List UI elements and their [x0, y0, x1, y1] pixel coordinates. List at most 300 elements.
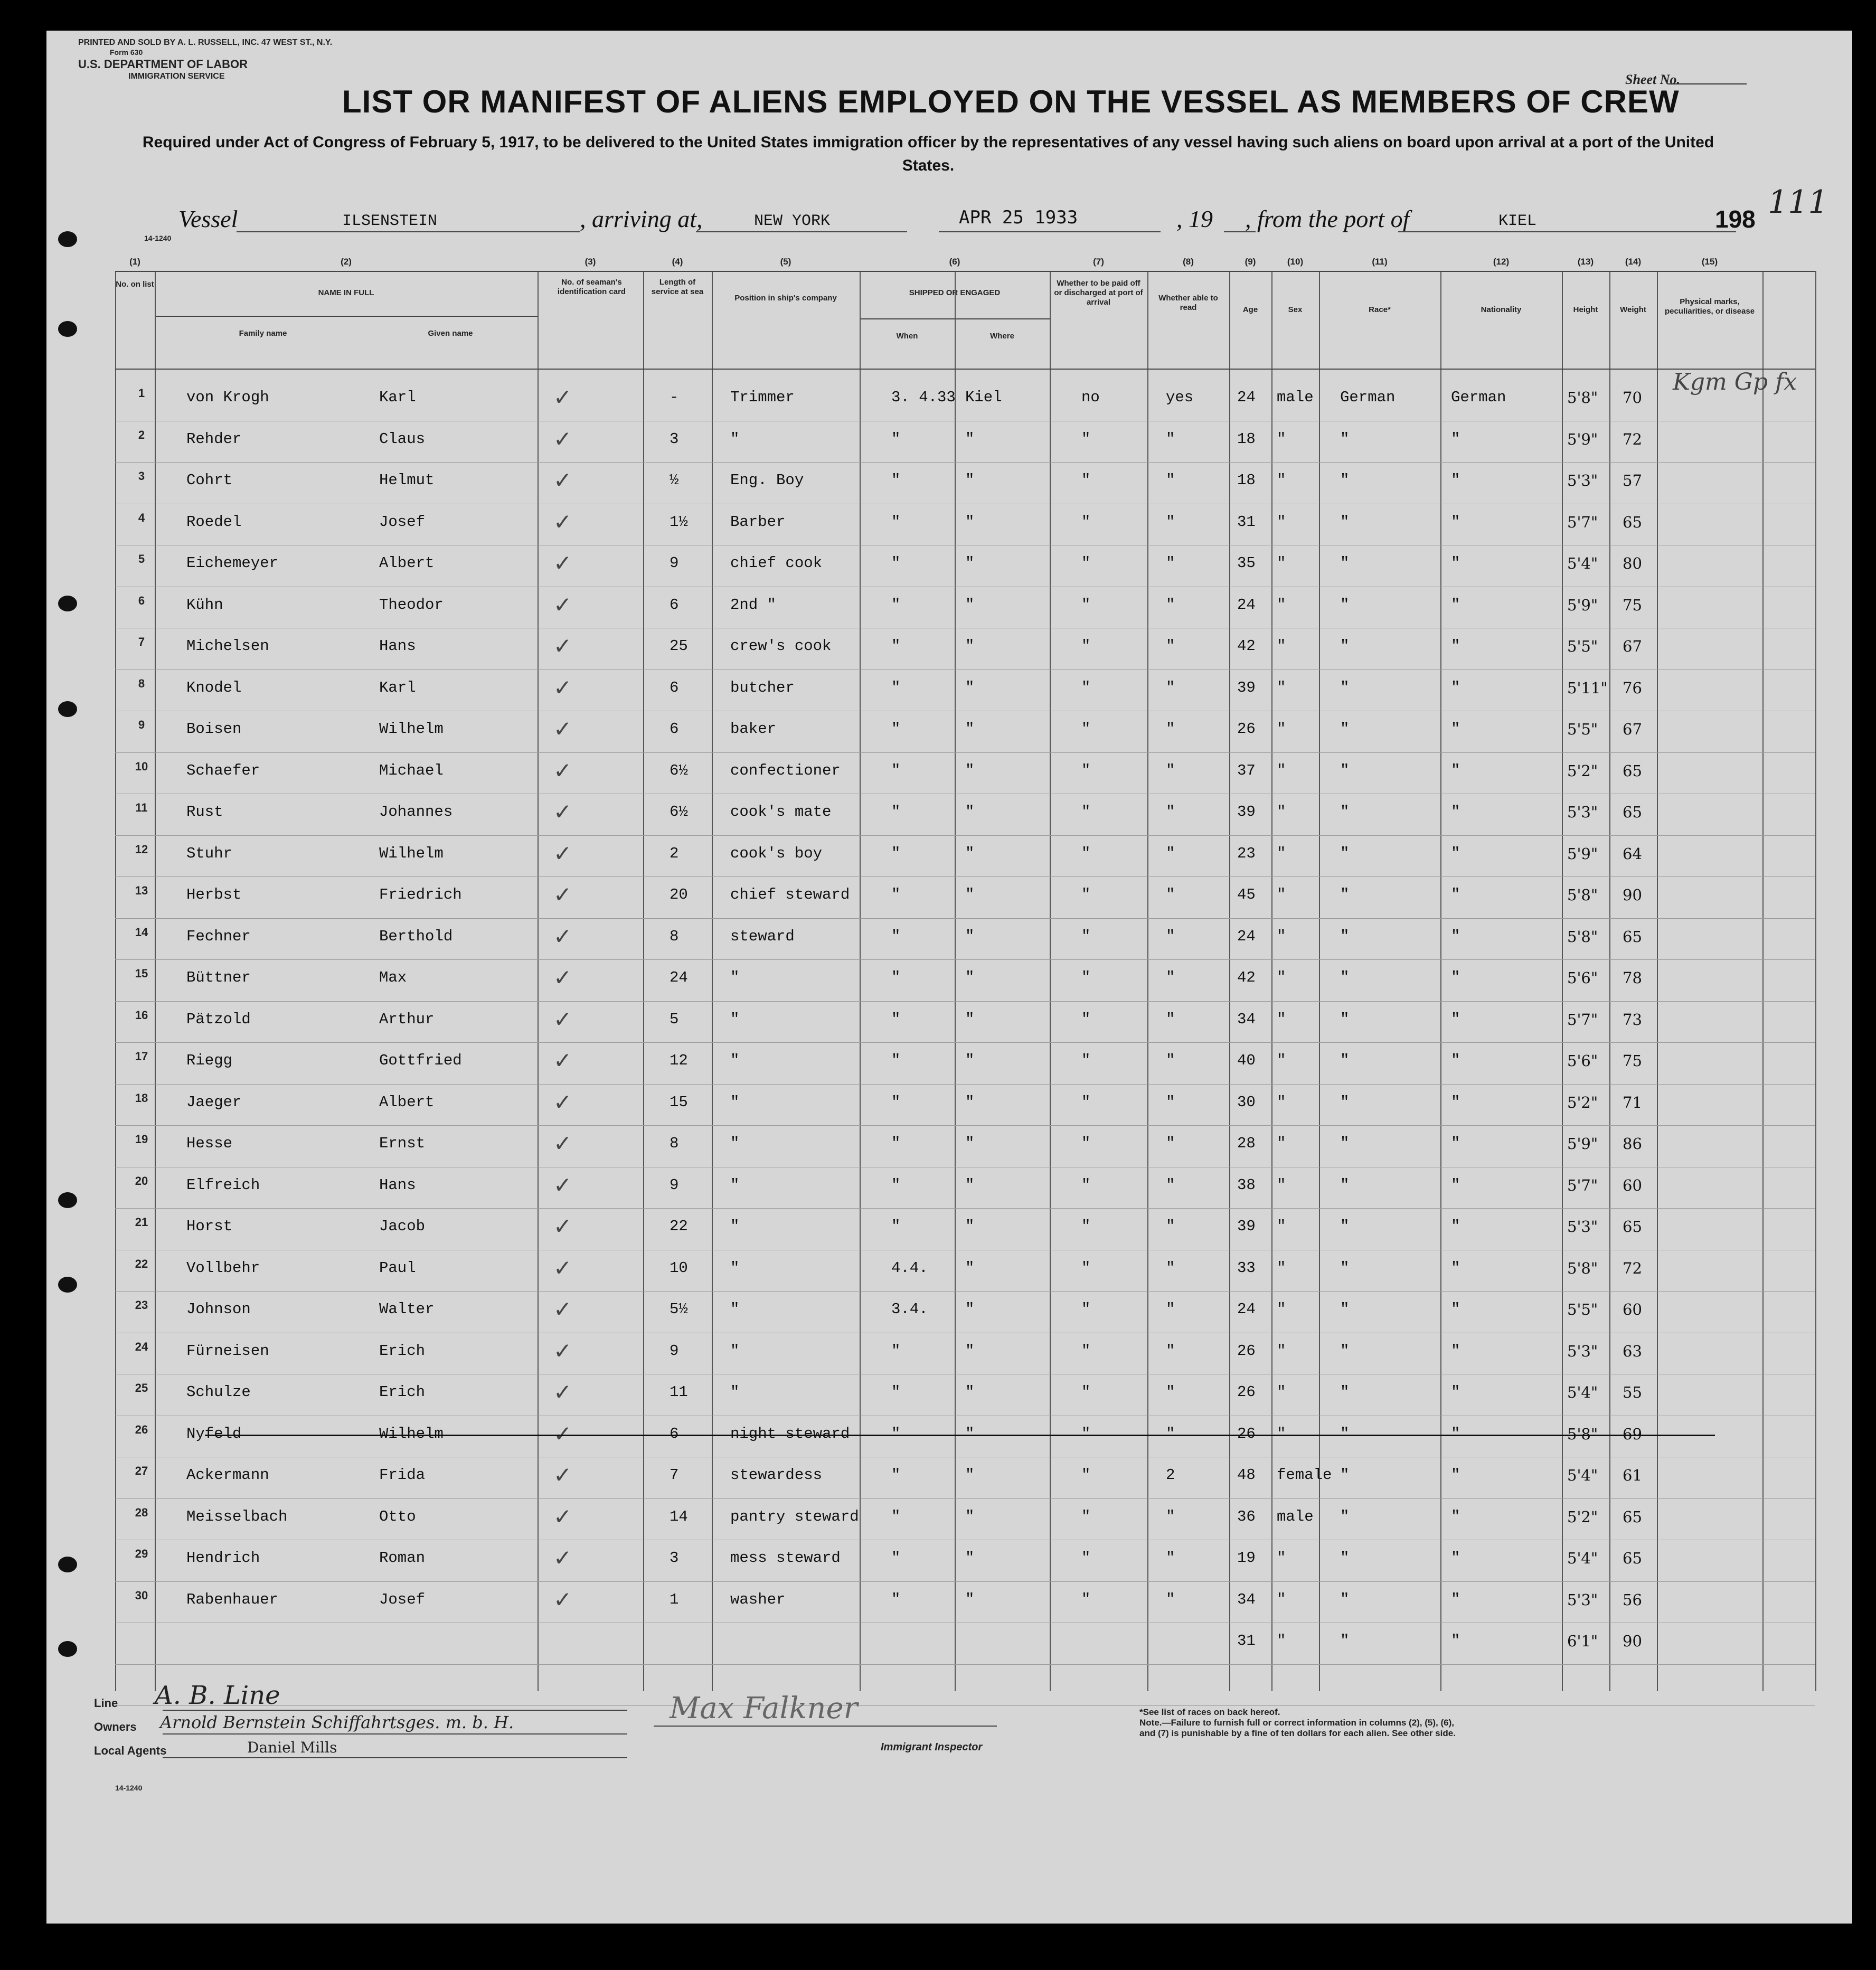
family-name-cell: Horst [186, 1218, 233, 1235]
shipped-where-cell: " [965, 1549, 975, 1567]
family-name-cell: Fechner [186, 928, 251, 945]
id-check-mark: ✓ [553, 1545, 572, 1571]
position-cell: " [730, 1176, 740, 1194]
id-check-mark: ✓ [553, 550, 572, 576]
id-check-mark: ✓ [553, 841, 572, 866]
paid-off-cell: " [1081, 1549, 1091, 1567]
row-rule [115, 1042, 1815, 1043]
arriving-label: , arriving at, [580, 205, 703, 232]
shipped-when-cell: " [891, 720, 901, 738]
row-number: 23 [135, 1298, 148, 1312]
family-name-cell: Elfreich [186, 1176, 260, 1194]
height-cell: 5'2" [1567, 1508, 1598, 1526]
shipped-where-cell: " [965, 1425, 975, 1443]
row-number: 1 [138, 387, 145, 400]
id-check-mark: ✓ [553, 1048, 572, 1073]
id-check-mark: ✓ [553, 1587, 572, 1613]
able-read-cell: " [1166, 1342, 1175, 1360]
shipped-where-cell: " [965, 803, 975, 821]
family-name-cell: Schulze [186, 1383, 251, 1401]
race-cell: " [1340, 1342, 1350, 1360]
age-cell: 24 [1237, 596, 1256, 614]
given-name-cell: Erich [379, 1342, 426, 1360]
row-rule [115, 1664, 1815, 1665]
height-cell: 5'8" [1567, 886, 1598, 904]
able-read-cell: " [1166, 1176, 1175, 1194]
paid-off-cell: " [1081, 1259, 1091, 1277]
paid-off-cell: " [1081, 928, 1091, 945]
row-rule [115, 752, 1815, 753]
id-check-mark: ✓ [553, 467, 572, 493]
header-able-read: Whether able to read [1158, 294, 1218, 312]
length-service-cell: 5½ [670, 1300, 688, 1318]
shipped-where-cell: " [965, 1011, 975, 1028]
family-name-cell: Johnson [186, 1300, 251, 1318]
race-cell: " [1340, 1300, 1350, 1318]
given-name-cell: Otto [379, 1508, 416, 1525]
length-service-cell: 6 [670, 596, 679, 614]
nationality-cell: " [1451, 1011, 1460, 1028]
position-cell: " [730, 1383, 740, 1401]
given-name-cell: Michael [379, 762, 444, 779]
weight-cell: 60 [1623, 1300, 1642, 1318]
id-check-mark: ✓ [553, 509, 572, 535]
row-rule [115, 1208, 1815, 1209]
position-cell: " [730, 430, 740, 448]
able-read-cell: " [1166, 1425, 1175, 1443]
sex-cell: " [1277, 513, 1286, 531]
paid-off-cell: " [1081, 1508, 1091, 1525]
height-cell: 5'2" [1567, 1094, 1598, 1111]
able-read-cell: " [1166, 1052, 1175, 1069]
inspector-label: Immigrant Inspector [881, 1741, 983, 1753]
height-cell: 5'8" [1567, 928, 1598, 946]
penalty-note-2: and (7) is punishable by a fine of ten dollars for each alien. See other side. [1139, 1728, 1456, 1738]
shipped-when-cell: " [891, 1094, 901, 1111]
position-cell: Eng. Boy [730, 472, 804, 489]
id-check-mark: ✓ [553, 965, 572, 991]
position-cell: baker [730, 720, 777, 738]
family-name-cell: Hesse [186, 1135, 233, 1152]
length-service-cell: 6 [670, 679, 679, 696]
family-name-cell: Ackermann [186, 1466, 269, 1484]
position-cell: " [730, 1135, 740, 1152]
sex-cell: " [1277, 1218, 1286, 1235]
position-cell: chief steward [730, 886, 850, 903]
paid-off-cell: " [1081, 1383, 1091, 1401]
row-number: 20 [135, 1174, 148, 1187]
paid-off-cell: " [1081, 679, 1091, 696]
family-name-cell: Stuhr [186, 845, 233, 862]
able-read-cell: " [1166, 845, 1175, 862]
nationality-cell: " [1451, 762, 1460, 779]
height-cell: 5'4" [1567, 1466, 1598, 1484]
id-check-mark: ✓ [553, 799, 572, 825]
header-paid-off: Whether to be paid off or discharged at port of arrival [1054, 279, 1143, 307]
race-cell: " [1340, 803, 1350, 821]
sex-cell: " [1277, 472, 1286, 489]
column-rule [643, 271, 644, 1691]
row-rule [115, 462, 1815, 463]
family-name-cell: Rust [186, 803, 223, 821]
row-rule [115, 1084, 1815, 1085]
shipped-where-cell: " [965, 513, 975, 531]
column-rule [1229, 271, 1230, 1691]
service: IMMIGRATION SERVICE [128, 72, 225, 81]
race-cell: " [1340, 1135, 1350, 1152]
able-read-cell: " [1166, 637, 1175, 655]
length-service-cell: 20 [670, 886, 688, 903]
race-cell: " [1340, 1466, 1350, 1484]
shipped-where-cell: " [965, 1591, 975, 1608]
weight-cell: 90 [1623, 886, 1642, 904]
id-check-mark: ✓ [553, 1462, 572, 1488]
row-number: 10 [135, 760, 148, 773]
race-cell: " [1340, 513, 1350, 531]
age-cell: 45 [1237, 886, 1256, 903]
position-cell: 2nd " [730, 596, 777, 614]
owners-label: Owners [94, 1720, 137, 1733]
inspector-underline [654, 1726, 997, 1727]
inspector-signature: Max Falkner [670, 1691, 858, 1726]
paid-off-cell: " [1081, 1176, 1091, 1194]
nationality-cell: " [1451, 886, 1460, 903]
given-name-cell: Albert [379, 554, 435, 572]
paid-off-cell: " [1081, 1218, 1091, 1235]
shipped-where-cell: " [965, 1176, 975, 1194]
header-sex: Sex [1288, 305, 1303, 314]
row-number: 24 [135, 1340, 148, 1353]
weight-cell: 69 [1623, 1425, 1642, 1443]
column-rule [1815, 271, 1816, 1691]
able-read-cell: " [1166, 969, 1175, 986]
family-name-cell: Hendrich [186, 1549, 260, 1567]
shipped-when-cell: " [891, 596, 901, 614]
position-cell: steward [730, 928, 795, 945]
id-check-mark: ✓ [553, 426, 572, 452]
sheet-number-label: Sheet No. [1625, 72, 1680, 87]
weight-cell: 55 [1623, 1383, 1642, 1401]
column-rule [1762, 271, 1764, 1691]
age-cell: 24 [1237, 928, 1256, 945]
length-service-cell: 11 [670, 1383, 688, 1401]
age-cell: 35 [1237, 554, 1256, 572]
position-cell: " [730, 1011, 740, 1028]
able-read-cell: yes [1166, 389, 1194, 406]
shipped-where-cell: " [965, 637, 975, 655]
row-number: 19 [135, 1133, 148, 1146]
column-number: (12) [1493, 257, 1510, 267]
height-cell: 5'7" [1567, 1176, 1598, 1194]
arrival-port: NEW YORK [754, 212, 831, 230]
binder-hole [58, 1277, 77, 1293]
length-service-cell: 2 [670, 845, 679, 862]
shipped-when-cell: " [891, 1218, 901, 1235]
given-name-cell: Karl [379, 679, 416, 696]
from-port-label: , from the port of [1245, 205, 1410, 232]
shipped-where-cell: " [965, 928, 975, 945]
height-cell: 5'5" [1567, 1300, 1598, 1318]
length-service-cell: 7 [670, 1466, 679, 1484]
binder-hole [58, 231, 77, 247]
paid-off-cell: " [1081, 845, 1091, 862]
given-name-cell: Berthold [379, 928, 453, 945]
paid-off-cell: no [1081, 389, 1100, 406]
form-code-bottom: 14-1240 [115, 1784, 143, 1792]
header-bottom-rule [115, 369, 1815, 370]
row-number: 15 [135, 967, 148, 980]
sex-cell: " [1277, 1591, 1286, 1608]
height-cell: 5'7" [1567, 1011, 1598, 1029]
id-check-mark: ✓ [553, 1130, 572, 1156]
row-number: 26 [135, 1423, 148, 1436]
sex-cell: " [1277, 1011, 1286, 1028]
length-service-cell: 24 [670, 969, 688, 986]
sex-cell: " [1277, 845, 1286, 862]
year-underline [1224, 231, 1256, 232]
row-rule [115, 918, 1815, 919]
binder-hole [58, 1557, 77, 1572]
header-nationality: Nationality [1481, 305, 1522, 314]
weight-cell: 61 [1623, 1466, 1642, 1484]
shipped-when-cell: " [891, 637, 901, 655]
race-cell: " [1340, 472, 1350, 489]
paid-off-cell: " [1081, 1011, 1091, 1028]
weight-cell: 78 [1623, 969, 1642, 987]
length-service-cell: 6 [670, 720, 679, 738]
age-cell: 26 [1237, 1383, 1256, 1401]
column-number: (6) [949, 257, 960, 267]
given-name-cell: Walter [379, 1300, 435, 1318]
id-check-mark: ✓ [553, 1504, 572, 1530]
sex-cell: " [1277, 1135, 1286, 1152]
nationality-cell: " [1451, 1135, 1460, 1152]
weight-cell: 75 [1623, 596, 1642, 614]
position-cell: confectioner [730, 762, 841, 779]
shipped-where-cell: " [965, 1466, 975, 1484]
id-check-mark: ✓ [553, 1421, 572, 1447]
able-read-cell: " [1166, 596, 1175, 614]
row-number: 27 [135, 1464, 148, 1477]
sex-cell: " [1277, 928, 1286, 945]
vessel-label: Vessel [178, 205, 238, 232]
form-code-top: 14-1240 [144, 234, 172, 242]
row-rule [115, 1291, 1815, 1292]
shipped-when-cell: " [891, 928, 901, 945]
shipped-when-cell: 3.4. [891, 1300, 928, 1318]
race-cell: " [1340, 1508, 1350, 1525]
weight-cell: 71 [1623, 1094, 1642, 1111]
family-name-cell: Büttner [186, 969, 251, 986]
weight-cell: 86 [1623, 1135, 1642, 1153]
weight-cell: 65 [1623, 762, 1642, 780]
shipped-where-cell: " [965, 1383, 975, 1401]
shipped-where-cell: " [965, 720, 975, 738]
shipped-when-cell: " [891, 969, 901, 986]
family-name-cell: Vollbehr [186, 1259, 260, 1277]
sex-cell: " [1277, 1094, 1286, 1111]
header-race: Race* [1369, 305, 1391, 314]
id-check-mark: ✓ [553, 882, 572, 908]
height-cell: 5'8" [1567, 1259, 1598, 1277]
shipped-when-cell: " [891, 1176, 901, 1194]
column-number: (14) [1625, 257, 1642, 267]
position-cell: cook's mate [730, 803, 832, 821]
able-read-cell: " [1166, 720, 1175, 738]
height-cell: 5'9" [1567, 1135, 1598, 1153]
given-name-cell: Gottfried [379, 1052, 462, 1069]
shipped-where-cell: " [965, 1052, 975, 1069]
column-rule [1147, 271, 1148, 1691]
row-number: 4 [138, 511, 145, 524]
length-service-cell: 9 [670, 554, 679, 572]
id-check-mark: ✓ [553, 384, 572, 410]
position-cell: pantry steward [730, 1508, 859, 1525]
weight-cell: 65 [1623, 1549, 1642, 1567]
column-number: (15) [1701, 257, 1718, 267]
race-cell: " [1340, 1052, 1350, 1069]
row-number: 8 [138, 677, 145, 690]
page-title: LIST OR MANIFEST OF ALIENS EMPLOYED ON THE VESSEL AS MEMBERS OF CREW [342, 84, 1680, 119]
paid-off-cell: " [1081, 762, 1091, 779]
header-when: When [896, 332, 918, 341]
given-name-cell: Hans [379, 637, 416, 655]
family-name-cell: Roedel [186, 513, 242, 531]
header-id-card: No. of seaman's identification card [557, 278, 626, 296]
shipped-when-cell: " [891, 1549, 901, 1567]
nationality-cell: " [1451, 513, 1460, 531]
column-rule [1050, 271, 1051, 1691]
id-check-mark: ✓ [553, 716, 572, 742]
weight-cell: 76 [1623, 679, 1642, 697]
weight-cell: 57 [1623, 472, 1642, 489]
race-cell: " [1340, 1632, 1350, 1649]
paid-off-cell: " [1081, 1466, 1091, 1484]
sex-cell: " [1277, 637, 1286, 655]
family-name-cell: Nyfeld [186, 1425, 242, 1443]
owners-underline [163, 1733, 627, 1735]
row-number: 11 [135, 801, 148, 814]
column-rule [955, 271, 956, 1691]
shipped-when-cell: 3. 4.33 [891, 389, 956, 406]
family-name-cell: Herbst [186, 886, 242, 903]
age-cell: 24 [1237, 1300, 1256, 1318]
row-number: 30 [135, 1589, 148, 1602]
weight-cell: 65 [1623, 928, 1642, 946]
length-service-cell: 22 [670, 1218, 688, 1235]
row-number: 13 [135, 884, 148, 897]
nationality-cell: " [1451, 1466, 1460, 1484]
column-rule [1562, 271, 1563, 1691]
paid-off-cell: " [1081, 513, 1091, 531]
height-cell: 5'6" [1567, 1052, 1598, 1070]
able-read-cell: " [1166, 1135, 1175, 1152]
race-cell: " [1340, 1425, 1350, 1443]
binder-hole [58, 701, 77, 717]
column-number: (4) [672, 257, 683, 267]
column-rule [712, 271, 713, 1691]
id-check-mark: ✓ [553, 675, 572, 701]
sex-cell: " [1277, 554, 1286, 572]
shipped-when-cell: " [891, 803, 901, 821]
able-read-cell: " [1166, 1094, 1175, 1111]
height-cell: 5'8" [1567, 1425, 1598, 1443]
nationality-cell: " [1451, 1342, 1460, 1360]
nationality-cell: " [1451, 1052, 1460, 1069]
row-number: 25 [135, 1381, 148, 1394]
arrival-date-stamp: APR 25 1933 [959, 207, 1078, 228]
length-service-cell: 6½ [670, 803, 688, 821]
race-cell: " [1340, 596, 1350, 614]
row-number: 18 [135, 1091, 148, 1105]
column-rule [860, 271, 861, 1691]
manifest-year: 198 [1715, 205, 1756, 233]
paid-off-cell: " [1081, 554, 1091, 572]
given-name-cell: Josef [379, 1591, 426, 1608]
date-underline [939, 231, 1161, 232]
able-read-cell: " [1166, 1300, 1175, 1318]
row-number: 22 [135, 1257, 148, 1270]
nationality-cell: " [1451, 679, 1460, 696]
row-number: 14 [135, 926, 148, 939]
family-name-cell: Meisselbach [186, 1508, 288, 1525]
family-name-cell: Kühn [186, 596, 223, 614]
shipped-where-cell: Kiel [965, 389, 1002, 406]
row-number: 28 [135, 1506, 148, 1519]
position-cell: night steward [730, 1425, 850, 1443]
weight-cell: 73 [1623, 1011, 1642, 1029]
given-name-cell: Hans [379, 1176, 416, 1194]
race-cell: " [1340, 1218, 1350, 1235]
sex-cell: " [1277, 1052, 1286, 1069]
age-cell: 33 [1237, 1259, 1256, 1277]
row-number: 17 [135, 1050, 148, 1063]
paid-off-cell: " [1081, 969, 1091, 986]
weight-cell: 56 [1623, 1591, 1642, 1609]
binder-hole [58, 321, 77, 337]
manifest-sheet [46, 31, 1852, 1924]
able-read-cell: " [1166, 472, 1175, 489]
height-cell: 6'1" [1567, 1632, 1598, 1650]
able-read-cell: " [1166, 1508, 1175, 1525]
header-where: Where [990, 332, 1014, 341]
position-cell: crew's cook [730, 637, 832, 655]
weight-cell: 65 [1623, 1508, 1642, 1526]
position-cell: " [730, 969, 740, 986]
sex-cell: " [1277, 1425, 1286, 1443]
family-name-cell: Rabenhauer [186, 1591, 279, 1608]
race-cell: " [1340, 554, 1350, 572]
id-check-mark: ✓ [553, 1213, 572, 1239]
race-cell: " [1340, 928, 1350, 945]
given-name-cell: Erich [379, 1383, 426, 1401]
position-cell: " [730, 1094, 740, 1111]
given-name-cell: Helmut [379, 472, 435, 489]
sex-cell: " [1277, 803, 1286, 821]
race-cell: German [1340, 389, 1396, 406]
length-service-cell: 1 [670, 1591, 679, 1608]
vessel-underline [237, 231, 580, 232]
height-cell: 5'3" [1567, 803, 1598, 821]
row-number: 5 [138, 552, 145, 565]
nationality-cell: " [1451, 720, 1460, 738]
nationality-cell: " [1451, 928, 1460, 945]
row-number: 7 [138, 635, 145, 648]
sex-cell: " [1277, 1383, 1286, 1401]
shipped-where-cell: " [965, 1342, 975, 1360]
weight-cell: 64 [1623, 845, 1642, 863]
shipped-where-cell: " [965, 886, 975, 903]
